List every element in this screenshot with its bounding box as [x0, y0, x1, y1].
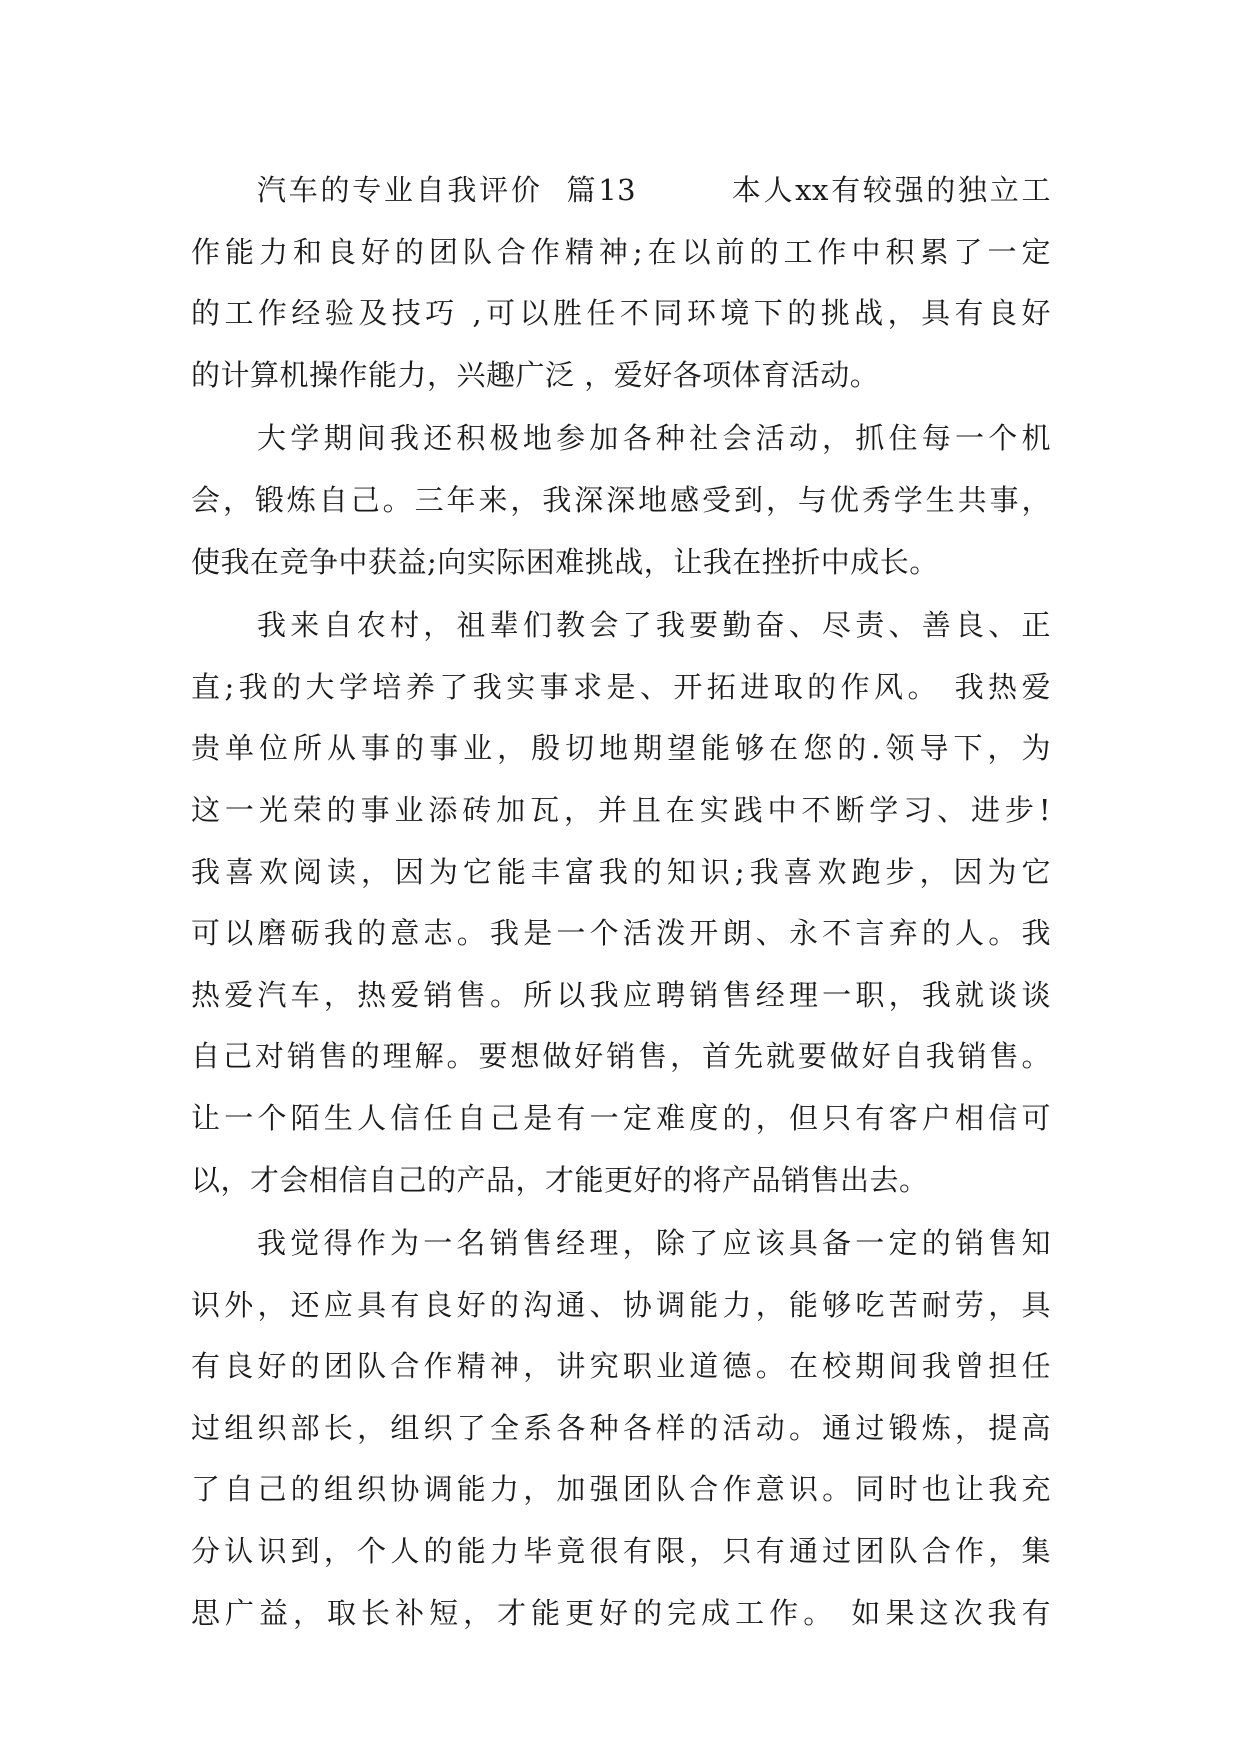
- text-line: 会，锻炼自己。三年来，我深深地感受到，与优秀学生共事，: [191, 482, 1051, 517]
- text-line: 分认识到，个人的能力毕竟很有限，只有通过团队合作，集: [191, 1534, 1051, 1569]
- text-line: 有良好的团队合作精神，讲究职业道德。在校期间我曾担任: [191, 1349, 1051, 1384]
- text-line: 的计算机操作能力，兴趣广泛 ，爱好各项体育活动。: [191, 357, 880, 392]
- text-line: 的工作经验及技巧 ,可以胜任不同环境下的挑战，具有良好: [191, 296, 1051, 331]
- document-page: [191, 160, 1051, 1646]
- text-line: 思广益，取长补短，才能更好的完成工作。 如果这次我有: [191, 1595, 1051, 1630]
- text-line: 让一个陌生人信任自己是有一定难度的，但只有客户相信可: [191, 1100, 1051, 1135]
- text-line: 这一光荣的事业添砖加瓦，并且在实践中不断学习、进步!: [191, 792, 1051, 827]
- text-line: 热爱汽车，热爱销售。所以我应聘销售经理一职，我就谈谈: [191, 977, 1051, 1012]
- text-line: 使我在竞争中获益;向实际困难挑战，让我在挫折中成长。: [191, 544, 939, 579]
- text-line: 我觉得作为一名销售经理，除了应该具备一定的销售知: [257, 1226, 1051, 1261]
- text-line: 过组织部长，组织了全系各种各样的活动。通过锻炼，提高: [191, 1410, 1051, 1445]
- paragraph-1: [191, 160, 1051, 406]
- text-line: 大学期间我还积极地参加各种社会活动，抓住每一个机: [257, 421, 1051, 456]
- paragraph-4: [191, 1213, 1051, 1644]
- paragraph-3: [191, 595, 1051, 1211]
- paragraph-2: [191, 408, 1051, 593]
- text-line: 识外，还应具有良好的沟通、协调能力，能够吃苦耐劳，具: [191, 1287, 1051, 1322]
- text-line: 我来自农村，祖辈们教会了我要勤奋、尽责、善良、正: [257, 608, 1051, 643]
- text-line: 可以磨砺我的意志。我是一个活泼开朗、永不言弃的人。我: [191, 916, 1051, 951]
- text-line: 自己对销售的理解。要想做好销售，首先就要做好自我销售。: [191, 1039, 1051, 1074]
- text-line: 贵单位所从事的事业，殷切地期望能够在您的.领导下，为: [191, 731, 1051, 766]
- text-line: 我喜欢阅读，因为它能丰富我的知识;我喜欢跑步，因为它: [191, 854, 1051, 889]
- text-line: 直;我的大学培养了我实事求是、开拓进取的作风。 我热爱: [191, 669, 1051, 704]
- text-line: 汽车的专业自我评价 篇13 本人xx有较强的独立工: [257, 173, 1051, 207]
- text-line: 了自己的组织协调能力，加强团队合作意识。同时也让我充: [191, 1472, 1051, 1507]
- text-line: 作能力和良好的团队合作精神;在以前的工作中积累了一定: [191, 234, 1051, 269]
- text-line: 以，才会相信自己的产品，才能更好的将产品销售出去。: [191, 1162, 929, 1197]
